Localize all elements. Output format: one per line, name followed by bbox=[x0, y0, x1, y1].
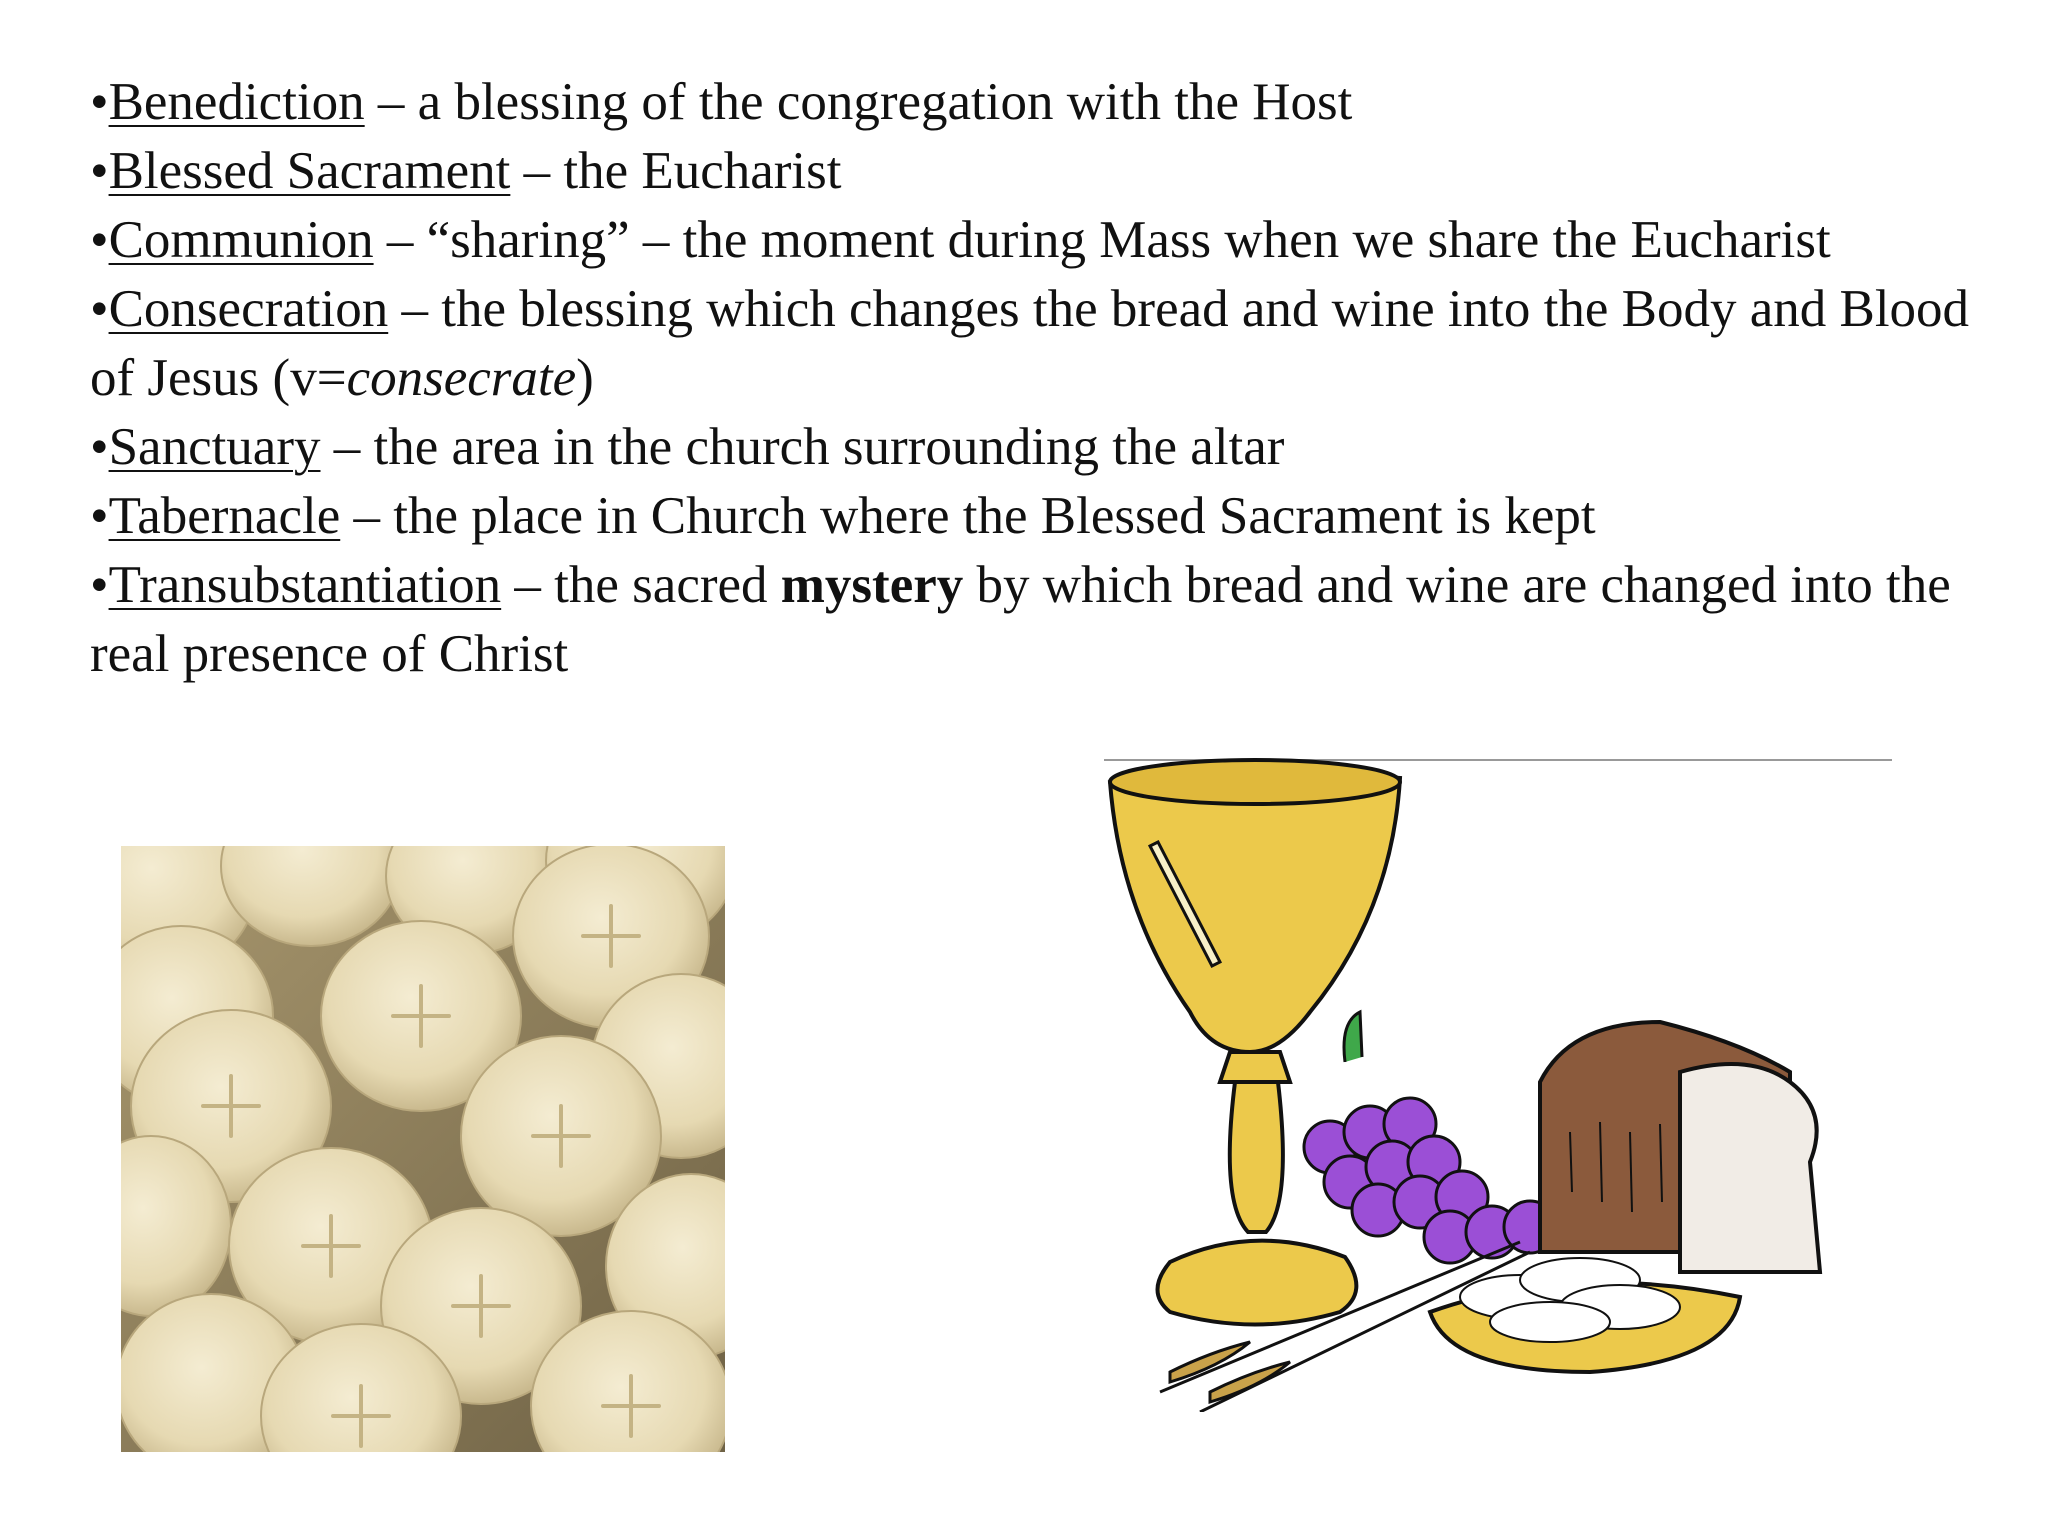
verb-consecrate: consecrate bbox=[346, 349, 577, 407]
bullet: • bbox=[90, 211, 109, 269]
bullet: • bbox=[90, 556, 109, 614]
term-tabernacle: Tabernacle bbox=[108, 487, 341, 545]
list-item bbox=[90, 275, 1990, 413]
term-consecration: Consecration bbox=[108, 280, 389, 338]
list-item bbox=[90, 68, 1990, 137]
term-blessed-sacrament: Blessed Sacrament bbox=[108, 142, 511, 200]
definition-tabernacle: – the place in Church where the Blessed Sacrament is kept bbox=[340, 487, 1596, 545]
term-transubstantiation: Transubstantiation bbox=[108, 556, 502, 614]
definition-transubstantiation: – the sacred bbox=[501, 556, 781, 614]
definition-transubstantiation-end: by which bread and wine are changed into the real presence of Christ bbox=[90, 556, 1951, 683]
list-item bbox=[90, 137, 1990, 206]
list-item bbox=[90, 413, 1990, 482]
definition-consecration: – the blessing which changes the bread and wine into the Body and Blood of Jesus (v= bbox=[90, 280, 1970, 407]
term-communion: Communion bbox=[108, 211, 374, 269]
list-item bbox=[90, 206, 1990, 275]
grapes-icon bbox=[1304, 1012, 1556, 1263]
communion-wafers-photo bbox=[121, 846, 725, 1452]
definition-sanctuary: – the area in the church surrounding the altar bbox=[320, 418, 1285, 476]
bullet: • bbox=[90, 280, 109, 338]
bullet: • bbox=[90, 418, 109, 476]
eucharist-illustration bbox=[1100, 752, 1900, 1412]
definition-communion: – “sharing” – the moment during Mass when we share the Eucharist bbox=[373, 211, 1831, 269]
definition-blessed-sacrament: – the Eucharist bbox=[510, 142, 842, 200]
definition-benediction: – a blessing of the congregation with the Host bbox=[364, 73, 1353, 131]
chalice-grapes-bread-clipart bbox=[1100, 752, 1900, 1412]
bullet: • bbox=[90, 142, 109, 200]
closing-paren: ) bbox=[576, 349, 594, 407]
vocabulary-list bbox=[90, 68, 1990, 689]
list-item bbox=[90, 551, 1990, 689]
bullet: • bbox=[90, 487, 109, 545]
term-sanctuary: Sanctuary bbox=[108, 418, 321, 476]
bread-icon bbox=[1540, 1022, 1820, 1272]
emphasis-mystery: mystery bbox=[780, 556, 964, 614]
list-item bbox=[90, 482, 1990, 551]
bullet: • bbox=[90, 73, 109, 131]
term-benediction: Benediction bbox=[108, 73, 365, 131]
wafers-illustration bbox=[121, 846, 725, 1452]
paten-icon bbox=[1430, 1258, 1740, 1372]
